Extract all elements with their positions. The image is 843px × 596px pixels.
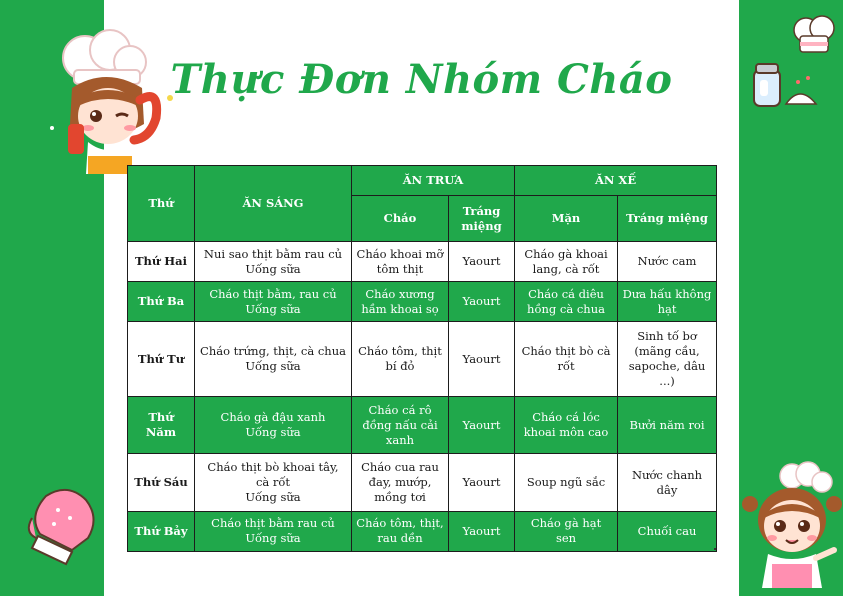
day-cell: Thứ Sáu (128, 454, 195, 511)
stray-dot (714, 548, 716, 550)
day-cell: Thứ Năm (128, 396, 195, 453)
header-lunch: ĂN TRƯA (352, 166, 515, 196)
snack-dessert-cell: Sinh tố bơ (mãng cầu, sapoche, dâu ...) (618, 322, 717, 397)
table-row (128, 511, 717, 551)
lunch-porridge-cell: Cháo cá rô đồng nấu cải xanh (352, 396, 449, 453)
breakfast-dish: Cháo gà đậu xanh (220, 410, 326, 425)
breakfast-cell (195, 242, 352, 282)
lunch-porridge-cell: Cháo tôm, thịt bí đỏ (352, 322, 449, 397)
lunch-porridge-cell: Cháo xương hầm khoai sọ (352, 282, 449, 322)
snack-dessert-cell: Chuối cau (618, 511, 717, 551)
day-cell: Thứ Ba (128, 282, 195, 322)
salt-pile-illustration (784, 76, 818, 106)
chef-hat-illustration (790, 14, 838, 56)
lunch-dessert-cell: Yaourt (449, 454, 515, 511)
breakfast-cell (195, 511, 352, 551)
header-lunch-porridge: Cháo (352, 196, 449, 242)
snack-savory-cell: Cháo gà hạt sen (515, 511, 618, 551)
snack-savory-cell: Cháo cá diêu hồng cà chua (515, 282, 618, 322)
snack-savory-cell: Cháo thịt bò cà rốt (515, 322, 618, 397)
header-snack-savory: Mặn (515, 196, 618, 242)
header-lunch-dessert: Tráng miệng (449, 196, 515, 242)
lunch-dessert-cell: Yaourt (449, 282, 515, 322)
lunch-dessert-cell: Yaourt (449, 511, 515, 551)
lunch-porridge-cell: Cháo cua rau đay, mướp, mồng tơi (352, 454, 449, 511)
breakfast-drink: Uống sữa (245, 531, 301, 546)
lunch-dessert-cell: Yaourt (449, 396, 515, 453)
header-snack-dessert: Tráng miệng (618, 196, 717, 242)
chef-girl-sausage-illustration (30, 28, 180, 178)
header-day: Thứ (128, 166, 195, 242)
lunch-dessert-cell: Yaourt (449, 322, 515, 397)
breakfast-dish: Nui sao thịt bằm rau củ (203, 246, 343, 261)
snack-dessert-cell: Nước chanh dây (618, 454, 717, 511)
day-cell: Thứ Bảy (128, 511, 195, 551)
day-cell: Thứ Tư (128, 322, 195, 397)
snack-savory-cell: Cháo gà khoai lang, cà rốt (515, 242, 618, 282)
breakfast-drink: Uống sữa (245, 490, 301, 505)
menu-title: Thực Đơn Nhóm Cháo (170, 56, 673, 103)
breakfast-cell (195, 322, 352, 397)
snack-dessert-cell: Nước cam (618, 242, 717, 282)
header-breakfast: ĂN SÁNG (195, 166, 352, 242)
chef-girl-illustration (742, 460, 842, 588)
oven-mitt-illustration (24, 486, 100, 566)
header-snack: ĂN XẾ (515, 166, 717, 196)
breakfast-cell (195, 282, 352, 322)
snack-dessert-cell: Dưa hấu không hạt (618, 282, 717, 322)
breakfast-drink: Uống sữa (245, 301, 301, 316)
table-row (128, 396, 717, 453)
breakfast-drink: Uống sữa (245, 359, 301, 374)
snack-savory-cell: Soup ngũ sắc (515, 454, 618, 511)
table-row (128, 282, 717, 322)
breakfast-drink: Uống sữa (245, 425, 301, 440)
snack-dessert-cell: Bưởi năm roi (618, 396, 717, 453)
breakfast-dish: Cháo trứng, thịt, cà chua (200, 344, 346, 359)
salt-shaker-illustration (748, 62, 788, 108)
breakfast-drink: Uống sữa (245, 261, 301, 276)
breakfast-dish: Cháo thịt bằm, rau củ (209, 286, 337, 301)
snack-savory-cell: Cháo cá lóc khoai môn cao (515, 396, 618, 453)
table-row (128, 454, 717, 511)
breakfast-cell (195, 396, 352, 453)
lunch-porridge-cell: Cháo tôm, thịt, rau dền (352, 511, 449, 551)
breakfast-cell (195, 454, 352, 511)
breakfast-dish: Cháo thịt bò khoai tây, cà rốt (207, 460, 339, 490)
breakfast-dish: Cháo thịt bằm rau củ (211, 516, 335, 531)
table-row (128, 322, 717, 397)
table-row (128, 242, 717, 282)
lunch-porridge-cell: Cháo khoai mỡ tôm thịt (352, 242, 449, 282)
day-cell: Thứ Hai (128, 242, 195, 282)
lunch-dessert-cell: Yaourt (449, 242, 515, 282)
menu-table (127, 165, 717, 552)
